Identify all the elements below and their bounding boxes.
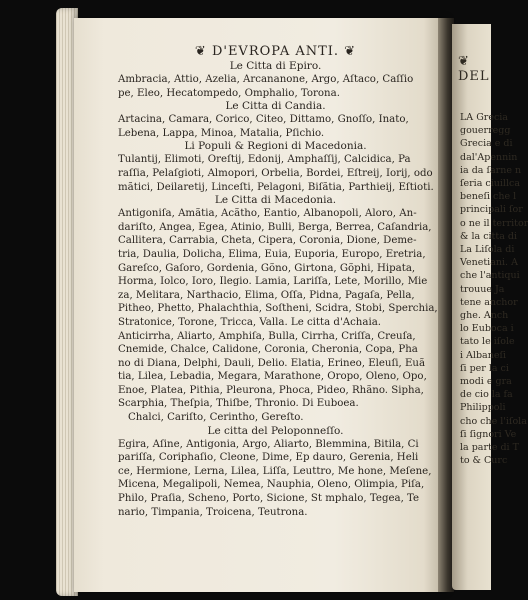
text-line: Stratonice, Torone, Tricca, Valla. Le citta d'Achaia. bbox=[118, 316, 382, 328]
text-line: Artacina, Camara, Corico, Citeo, Dittamo, Gnoſſo, Inato, bbox=[118, 114, 409, 126]
right-text-line: trouue Ja bbox=[460, 283, 505, 295]
text-line: mãtici, Deilaretij, Linceſti, Pelagoni, Biſãtia, Parthieij, Eſtioti. bbox=[118, 181, 434, 193]
right-text-line: ia da ſarne n bbox=[460, 164, 522, 176]
text-line: pe, Eleo, Hecatompedo, Omphalio, Torona. bbox=[118, 87, 340, 99]
text-line: no di Diana, Delphi, Dauli, Delio. Elatia, Erineo, Eleuſi, Euã bbox=[118, 357, 426, 369]
text-line: tia, Lilea, Lebadia, Megara, Marathone, Oropo, Oleno, Opo, bbox=[118, 371, 427, 383]
right-running-head: ❦ DEL bbox=[458, 54, 490, 84]
right-text-line: to & Curc bbox=[460, 455, 508, 467]
page-text bbox=[118, 44, 438, 519]
right-text-line: & la citta di bbox=[460, 230, 517, 242]
right-text-line: principali ſor bbox=[460, 204, 523, 216]
right-text-line: dal'Apennin bbox=[460, 151, 518, 163]
right-text-line: beneſi che l bbox=[460, 191, 517, 203]
right-text-line: gouerregg bbox=[460, 125, 511, 137]
right-text-line: ſeria ciuillca bbox=[460, 178, 520, 189]
text-line: ce, Hermione, Lerna, Lilea, Liſſa, Leuttro, Me hone, Meſene, bbox=[118, 465, 432, 477]
right-text-line: ghe. Anch bbox=[460, 310, 509, 321]
right-text-line: LA Grecia bbox=[460, 112, 508, 123]
text-line: Lebena, Lappa, Minoa, Matalia, Pſichio. bbox=[118, 127, 325, 139]
text-line: Chalci, Cariſto, Cerintho, Gereſto. bbox=[128, 412, 304, 424]
right-text-line: Venetiani. A bbox=[460, 257, 518, 269]
text-line: Cnemide, Chalce, Calidone, Coronia, Cheronia, Copa, Pha bbox=[118, 344, 418, 356]
text-line: Tulantij, Elimoti, Oreſtij, Edonij, Amphaſſij, Calcidica, Pa bbox=[118, 154, 411, 166]
text-line: Anticirrha, Aliarto, Amphiſa, Bulla, Cirrha, Criſſa, Creuſa, bbox=[118, 330, 416, 342]
text-line: Egira, Aſine, Antigonia, Argo, Aliarto, Blemmina, Bitila, Ci bbox=[118, 438, 419, 450]
text-line: tria, Daulia, Dolicha, Elima, Euia, Euporia, Europo, Eretria, bbox=[118, 248, 426, 260]
text-line: dariſto, Angea, Egea, Atinio, Bulli, Berga, Berrea, Caſandria, bbox=[118, 221, 432, 233]
right-text-line: lo Euboca i bbox=[460, 323, 514, 335]
text-line: Scarphia, Theſpia, Thiſbe, Thronio. Di Euboea. bbox=[118, 398, 359, 410]
text-line: Antigoniſa, Amãtia, Acãtho, Eantio, Albanopoli, Aloro, An- bbox=[118, 208, 417, 220]
text-line: raſſia, Pelaſgioti, Almopori, Orbelia, Bordei, Eſtreij, Iorij, odo bbox=[118, 167, 433, 179]
text-line: za, Melitara, Narthacio, Elima, Oſſa, Pidna, Pagaſa, Pella, bbox=[118, 289, 415, 301]
right-text-line: Philippoli bbox=[460, 402, 506, 414]
right-text-line: ſi ſignori Ve bbox=[460, 428, 517, 440]
running-head: ❦ D'EVROPA ANTI. ❦ bbox=[194, 44, 357, 59]
text-line: Gareſco, Gaſoro, Gordenia, Gõno, Girtona, Gõphi, Hipata, bbox=[118, 262, 416, 274]
right-text-line: tato le iſole bbox=[460, 336, 515, 348]
section-heading: Le Citta di Epiro. bbox=[229, 60, 322, 72]
right-text-line: La Liſola di bbox=[460, 244, 515, 255]
right-text-line: o ne il territor bbox=[460, 217, 528, 229]
right-text-line: Grecia e di bbox=[460, 138, 513, 150]
section-heading: Le citta del Peloponneſſo. bbox=[207, 424, 344, 437]
right-text-line: de cio la fa bbox=[460, 389, 513, 401]
text-line: Micena, Megalipoli, Nemea, Nauphia, Oleno, Olimpia, Piſa, bbox=[118, 479, 425, 491]
text-line: Callitera, Carrabia, Cheta, Cipera, Coronia, Dione, Deme- bbox=[118, 235, 417, 247]
section-heading: Le Citta di Candia. bbox=[225, 100, 326, 113]
right-text-line: i Albaneſi bbox=[460, 349, 506, 361]
right-text-line: che l'antiqui bbox=[460, 270, 520, 282]
section-heading: Li Populi & Regioni di Macedonia. bbox=[184, 140, 367, 153]
text-line: Philo, Praſia, Scheno, Porto, Sicione, St mphalo, Tegea, Te bbox=[118, 493, 420, 505]
right-text-line: cho che l'iſola bbox=[460, 415, 527, 427]
right-text-line: modi e gra bbox=[460, 376, 512, 387]
text-line: nario, Timpania, Troicena, Teutrona. bbox=[118, 506, 308, 518]
text-line: pariſſa, Coriphaſio, Cleone, Dime, Ep dauro, Gerenia, Heli bbox=[118, 452, 419, 464]
text-line: Ambracia, Attio, Azelia, Arcananone, Argo, Aſtaco, Caſſio bbox=[118, 74, 414, 85]
right-text-line: la parte di T bbox=[460, 442, 519, 453]
text-line: Pitheo, Phetto, Phalachthia, Soſtheni, Scidra, Stobi, Sperchia, bbox=[118, 303, 438, 315]
text-line: Enoe, Platea, Pithia, Pleurona, Phoca, Pideo, Rhãno. Sipha, bbox=[118, 384, 424, 396]
text-line: Horma, Iolco, Ioro, Ilegio. Lamia, Lariſſa, Lete, Morillo, Mie bbox=[118, 276, 428, 288]
right-text-line: ſi per la ci bbox=[460, 362, 509, 374]
right-page bbox=[452, 24, 528, 590]
right-text-line: tene anchor bbox=[460, 296, 518, 308]
section-heading: Le Citta di Macedonia. bbox=[214, 194, 337, 207]
